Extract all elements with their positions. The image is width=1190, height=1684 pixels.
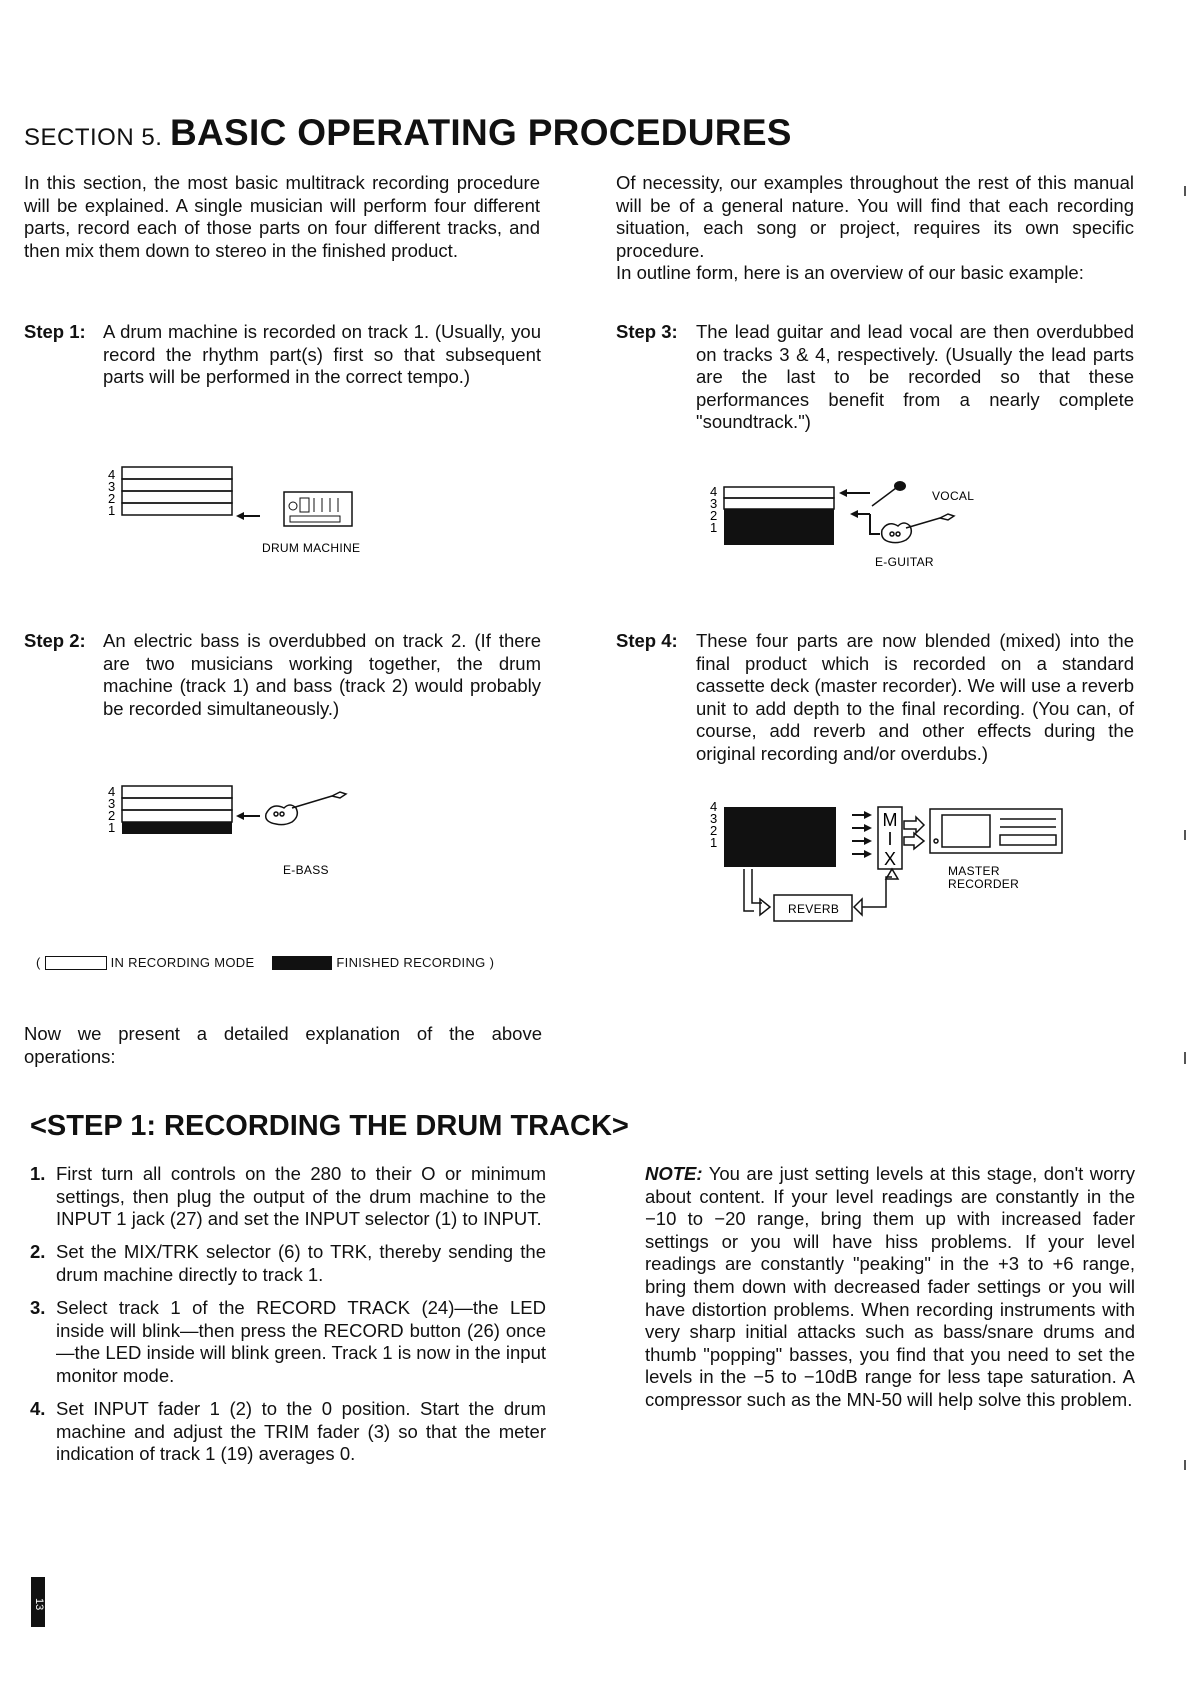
arrow-left-icon xyxy=(236,812,260,820)
track-number-2: 2 xyxy=(710,508,718,523)
page-title: BASIC OPERATING PROCEDURES xyxy=(170,112,792,153)
electric-guitar-icon xyxy=(882,514,954,543)
track-number-3: 3 xyxy=(710,496,718,511)
intro-right-paragraph: Of necessity, our examples throughout the rest of this manual will be of a general nature. You will find that each recording situation, each song or project, requires its own specific procedure. xyxy=(616,172,1134,261)
legend xyxy=(36,955,494,970)
edge-mark xyxy=(1184,1460,1186,1470)
drum-machine-icon xyxy=(284,492,352,526)
diagram-step4 xyxy=(700,795,1080,935)
electric-bass-icon xyxy=(266,792,346,825)
page-number: 13 xyxy=(31,1577,45,1627)
track-3-bar xyxy=(122,479,232,491)
list-item-number: 3. xyxy=(30,1297,46,1318)
track-number-4: 4 xyxy=(710,484,718,499)
arrow-left-icon xyxy=(839,489,870,497)
note-label: NOTE: xyxy=(645,1163,703,1184)
step-4-text: These four parts are now blended (mixed) into the final product which is recorded on a standard cassette deck (master recorder). We will use a reverb unit to add depth to the final recording. (You can, of course, add reverb and other effects during the original recording and/or overdubs.) xyxy=(696,630,1134,764)
track-number-2: 2 xyxy=(108,808,116,823)
track-2-bar xyxy=(122,491,232,503)
legend-filled-swatch xyxy=(272,956,332,970)
mixer-letter-i: I xyxy=(887,829,893,849)
track-4-bar xyxy=(122,786,232,798)
all-tracks-finished xyxy=(724,807,836,867)
note-block xyxy=(645,1163,1135,1412)
intro-right xyxy=(616,172,1134,285)
track-number-1: 1 xyxy=(710,835,718,850)
transition-text: Now we present a detailed explanation of the above operations: xyxy=(24,1023,542,1067)
track-number-1: 1 xyxy=(710,520,718,535)
master-label: MASTER xyxy=(948,864,1000,878)
microphone-icon xyxy=(872,481,906,506)
step-1-label: Step 1: xyxy=(24,321,86,342)
section-label: SECTION 5. xyxy=(24,124,163,151)
track-2-bar xyxy=(122,810,232,822)
track-number-labels xyxy=(710,484,717,535)
track-number-4: 4 xyxy=(108,784,116,799)
e-bass-label: E-BASS xyxy=(283,863,329,877)
diagram-step3 xyxy=(700,480,1000,590)
track-number-1: 1 xyxy=(108,820,116,835)
list-item-number: 2. xyxy=(30,1241,46,1262)
arrow-right-icon xyxy=(904,817,924,849)
diagram-step1 xyxy=(100,460,400,560)
cassette-deck-icon xyxy=(930,809,1062,853)
track-3-bar xyxy=(724,498,834,509)
mixer-letters xyxy=(883,810,898,869)
list-item: Set the MIX/TRK selector (6) to TRK, thereby sending the drum machine directly to track 1. xyxy=(56,1241,546,1285)
track-3-bar xyxy=(122,798,232,810)
arrow-left-icon xyxy=(850,510,880,534)
step-2-label: Step 2: xyxy=(24,630,86,651)
legend-open-paren: ( xyxy=(36,955,41,970)
step1-heading: <STEP 1: RECORDING THE DRUM TRACK> xyxy=(30,1110,629,1142)
list-item: First turn all controls on the 280 to their O or minimum settings, then plug the output of the drum machine to the INPUT 1 jack (27) and set the INPUT selector (1) to INPUT. xyxy=(56,1163,546,1230)
track-number-2: 2 xyxy=(108,491,116,506)
step-3-label: Step 3: xyxy=(616,321,678,342)
diagram-step2 xyxy=(100,780,400,890)
step-1-text: A drum machine is recorded on track 1. (Usually, you record the rhythm part(s) first so that subsequent parts will be performed in the correct tempo.) xyxy=(103,321,541,388)
vocal-label: VOCAL xyxy=(932,489,975,503)
drum-machine-label: DRUM MACHINE xyxy=(262,541,361,555)
list-item-number: 1. xyxy=(30,1163,46,1184)
track-number-3: 3 xyxy=(108,479,116,494)
arrow-left-icon xyxy=(236,512,260,520)
intro-right-outline: In outline form, here is an overview of our basic example: xyxy=(616,262,1084,284)
track-number-2: 2 xyxy=(710,823,718,838)
step-2-text: An electric bass is overdubbed on track 2. (If there are two musicians working together, the drum machine (track 1) and bass (track 2) would probably be recorded simultaneously.) xyxy=(103,630,541,719)
intro-left: In this section, the most basic multitrack recording procedure will be explained. A single musician will perform four different parts, record each of those parts on four different tracks, and then mix them down to stereo in the finished product. xyxy=(24,172,540,261)
legend-recording-mode: IN RECORDING MODE xyxy=(110,955,255,970)
track-4-bar xyxy=(122,467,232,479)
list-item-number: 4. xyxy=(30,1398,46,1419)
track-number-labels xyxy=(108,784,115,835)
track-number-4: 4 xyxy=(710,799,718,814)
legend-close-paren: ) xyxy=(489,955,495,970)
track-number-labels xyxy=(108,467,115,518)
tracks-1-2-finished xyxy=(724,509,834,545)
track-number-3: 3 xyxy=(710,811,718,826)
track-number-3: 3 xyxy=(108,796,116,811)
legend-finished: FINISHED RECORDING xyxy=(336,955,486,970)
track-4-bar xyxy=(724,487,834,498)
note-text: You are just setting levels at this stage, don't worry about content. If your level readings are constantly in the −10 to −20 range, bring them up with increased fader settings or you will have hiss problems. If your level readings are constantly "peaking" in the +3 to +6 range, bring them down with decreased fader settings or you will have distortion problems. When recording instruments with very sharp initial attacks such as bass/snare drums and thumb "popping" basses, you find that you need to set the levels in the −5 to −10dB range for less tape saturation. A compressor such as the MN-50 will help solve this problem. xyxy=(645,1163,1135,1410)
track-number-labels xyxy=(710,799,717,850)
edge-mark xyxy=(1184,186,1186,196)
step-4-label: Step 4: xyxy=(616,630,678,651)
mixer-letter-x: X xyxy=(883,849,897,869)
e-guitar-label: E-GUITAR xyxy=(875,555,934,569)
legend-empty-swatch xyxy=(45,956,107,970)
track-number-4: 4 xyxy=(108,467,116,482)
list-item: Set INPUT fader 1 (2) to the 0 position. Start the drum machine and adjust the TRIM fader (3) so that the meter indication of track 1 (19) averages 0. xyxy=(56,1398,546,1465)
track-number-1: 1 xyxy=(108,503,116,518)
track-1-bar xyxy=(122,503,232,515)
track-1-finished xyxy=(122,822,232,834)
arrow-right-icon xyxy=(852,811,872,858)
mixer-letter-m: M xyxy=(882,810,898,830)
recorder-label: RECORDER xyxy=(948,877,1020,891)
reverb-label: REVERB xyxy=(788,902,840,916)
step-3-text: The lead guitar and lead vocal are then overdubbed on tracks 3 & 4, respectively. (Usually the lead parts are the last to be recorded so that these performances benefit from a nearly complete "soundtrack.") xyxy=(696,321,1134,433)
edge-mark xyxy=(1184,830,1186,840)
edge-mark xyxy=(1184,1052,1186,1064)
list-item: Select track 1 of the RECORD TRACK (24)—the LED inside will blink—then press the RECORD button (26) once—the LED inside will blink green. Track 1 is now in the input monitor mode. xyxy=(56,1297,546,1386)
